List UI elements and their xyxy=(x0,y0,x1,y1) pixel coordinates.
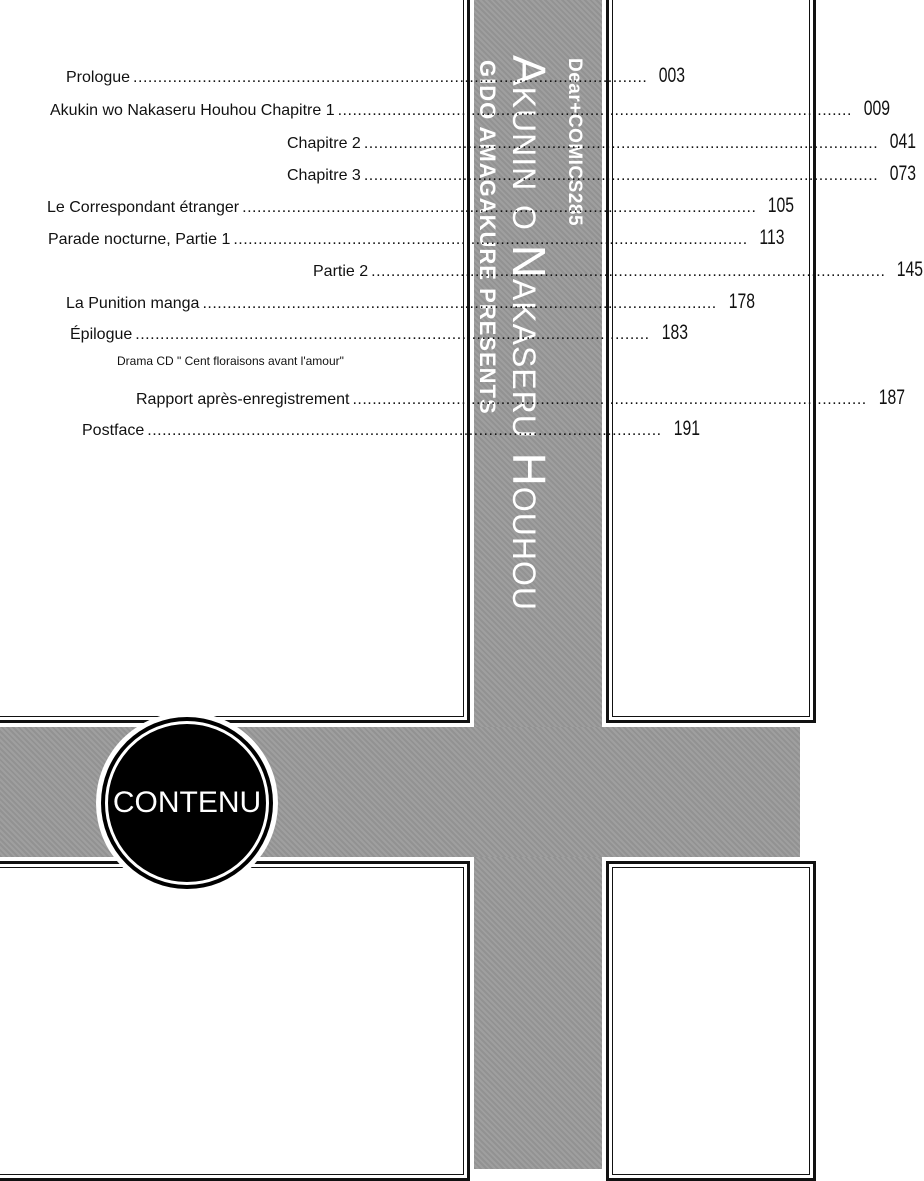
toc-entry-title: La Punition manga xyxy=(66,295,200,312)
toc-entry-title: Partie 2 xyxy=(313,263,369,280)
contents-badge-label: CONTENU xyxy=(112,786,262,819)
toc-leader: ........................................................................................................ xyxy=(352,391,867,408)
toc-entry xyxy=(66,64,686,88)
book-title: Akunin o Nakaseru Houhou xyxy=(503,55,555,611)
toc-entry-page: 041 xyxy=(889,130,917,153)
panel-bottom-right xyxy=(606,861,816,1181)
toc-entry-page: 073 xyxy=(889,162,917,185)
toc-entry-page: 178 xyxy=(728,290,755,313)
toc-entry-title: Chapitre 2 xyxy=(287,135,361,152)
toc-entry-title: Akukin wo Nakaseru Houhou Chapitre 1 xyxy=(50,102,335,119)
contents-badge xyxy=(96,712,278,894)
toc-entry-title: Chapitre 3 xyxy=(287,167,361,184)
toc-entry xyxy=(287,130,917,154)
toc-entry-title: Prologue xyxy=(66,69,131,86)
toc-entry xyxy=(50,97,890,121)
publisher-label: Dear+COMICS285 xyxy=(564,58,585,227)
toc-entry-page: 191 xyxy=(673,417,700,440)
author-line: GIDO AMAGAKURE PRESENTS xyxy=(475,60,500,415)
toc-entry xyxy=(287,162,917,186)
toc-entry-title: Parade nocturne, Partie 1 xyxy=(48,231,231,248)
toc-entry-page: 003 xyxy=(659,64,686,87)
toc-entry xyxy=(70,321,688,345)
toc-entry-title: Le Correspondant étranger xyxy=(47,199,240,216)
toc-entry-page: 113 xyxy=(759,226,785,249)
toc-entry-title: Épilogue xyxy=(70,326,133,343)
toc-leader: ........................................................................................................ xyxy=(147,422,662,439)
toc-leader: ........................................................................................................ xyxy=(371,263,886,280)
toc-leader: ........................................................................................................ xyxy=(363,135,879,152)
toc-subheading: Drama CD " Cent floraisons avant l'amour" xyxy=(117,354,344,368)
toc-leader: ........................................................................................................ xyxy=(133,69,648,86)
toc-entry xyxy=(66,290,755,314)
toc-entry xyxy=(82,417,700,441)
panel-bottom-left xyxy=(0,861,470,1181)
toc-entry xyxy=(47,194,795,218)
toc-entry-page: 105 xyxy=(768,194,795,217)
contents-badge-inner xyxy=(101,717,273,889)
toc-leader: ........................................................................................................ xyxy=(337,102,852,119)
toc-leader: ........................................................................................................ xyxy=(135,326,650,343)
toc-leader: ........................................................................................................ xyxy=(202,295,717,312)
toc-entry-title: Postface xyxy=(82,422,145,439)
toc-entry-page: 009 xyxy=(863,97,890,120)
toc-entry-title: Rapport après-enregistrement xyxy=(136,391,350,408)
toc-entry xyxy=(48,226,785,250)
toc-leader: ........................................................................................................ xyxy=(363,167,879,184)
toc-entry xyxy=(136,386,905,410)
toc-entry-page: 145 xyxy=(897,258,924,281)
toc-leader: ........................................................................................................ xyxy=(242,199,757,216)
toc-entry xyxy=(313,258,924,282)
toc-entry-page: 183 xyxy=(661,321,688,344)
toc-entry-page: 187 xyxy=(878,386,905,409)
toc-leader: ........................................................................................................ xyxy=(233,231,748,248)
